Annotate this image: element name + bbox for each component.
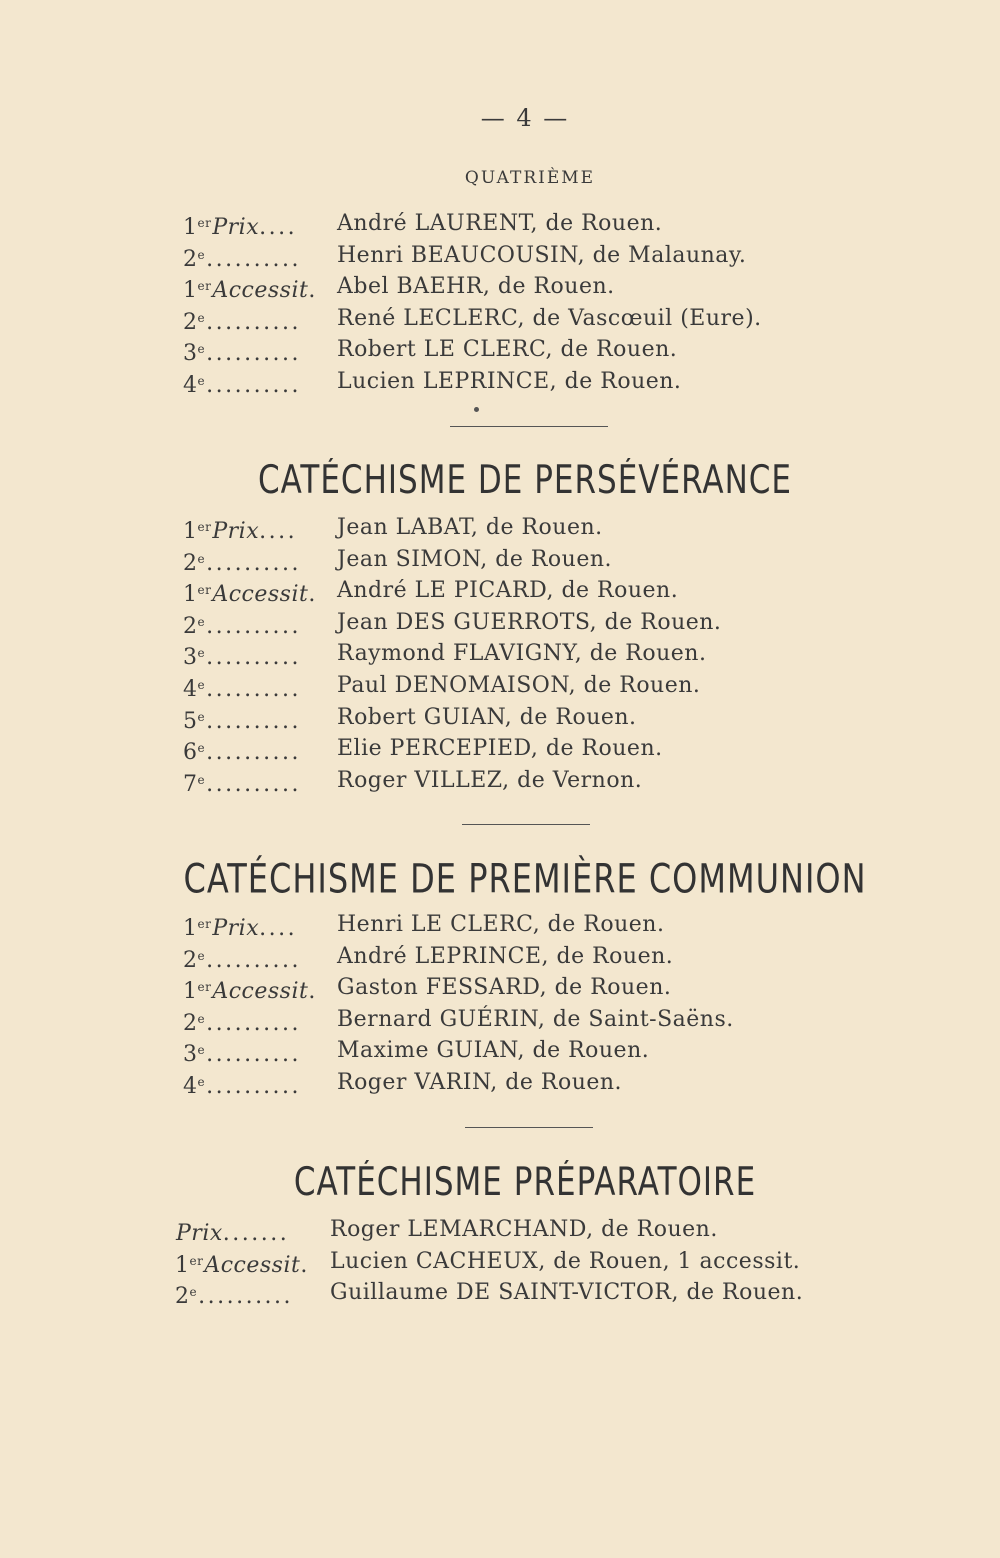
entry-rank — [183, 972, 333, 1008]
entry-name: Elie PERCEPIED, de Rouen. — [337, 736, 663, 762]
rank-number: 4 — [183, 372, 198, 398]
entry-name: Paul DENOMAISON, de Rouen. — [337, 672, 701, 698]
entry-rank — [183, 544, 333, 580]
rank-number: 2 — [183, 246, 198, 272]
entry-name: Raymond FLAVIGNY, de Rouen. — [337, 641, 707, 667]
entry-row — [0, 733, 1000, 765]
entry-name: Bernard GUÉRIN, de Saint-Saëns. — [337, 1006, 734, 1032]
entry-row — [0, 1035, 1000, 1067]
entry-row — [0, 702, 1000, 734]
rank-suffix: er — [197, 216, 212, 230]
entry-row — [0, 909, 1000, 941]
rank-label: Accessit — [212, 278, 309, 304]
entry-row — [0, 607, 1000, 639]
rank-number: 6 — [183, 740, 198, 766]
section-divider — [462, 824, 590, 825]
rank-suffix: e — [197, 948, 206, 963]
entry-rank — [183, 334, 333, 370]
entry-row — [0, 512, 1000, 544]
rank-number: 1 — [183, 916, 198, 941]
rank-label: Accessit — [204, 1252, 301, 1278]
entry-name: Henri LE CLERC, de Rouen. — [337, 912, 665, 937]
entry-row — [0, 366, 1000, 398]
leader-dots: . — [308, 582, 318, 608]
entry-name: Jean LABAT, de Rouen. — [337, 515, 603, 540]
rank-number: 1 — [183, 582, 198, 608]
entry-rank — [183, 941, 333, 977]
entry-name: Henri BEAUCOUSIN, de Malaunay. — [337, 242, 747, 268]
rank-suffix: e — [197, 646, 206, 661]
rank-suffix: e — [197, 614, 206, 629]
rank-number: 3 — [183, 645, 198, 671]
entry-name: Abel BAEHR, de Rouen. — [337, 274, 615, 300]
entry-name: Roger VILLEZ, de Vernon. — [337, 767, 643, 793]
rank-label: Prix — [212, 916, 260, 941]
leader-dots: .......... — [206, 246, 302, 272]
entry-rank — [183, 512, 333, 548]
leader-dots: .... — [259, 215, 298, 240]
rank-suffix: e — [197, 677, 206, 692]
entry-name: Jean DES GUERROTS, de Rouen. — [337, 609, 722, 635]
entry-rank — [183, 575, 333, 611]
leader-dots: .......... — [206, 372, 302, 398]
entry-row — [0, 303, 1000, 335]
rank-suffix: er — [197, 279, 212, 294]
rank-number: 1 — [183, 278, 198, 304]
entry-row — [0, 941, 1000, 973]
leader-dots: .......... — [198, 1284, 294, 1310]
entry-name: Roger LEMARCHAND, de Rouen. — [330, 1217, 718, 1242]
rank-number: 2 — [183, 613, 198, 639]
entry-row — [0, 334, 1000, 366]
entry-name: Lucien LEPRINCE, de Rouen. — [337, 368, 682, 394]
leader-dots: . — [300, 1252, 310, 1278]
entry-row — [0, 670, 1000, 702]
leader-dots: .......... — [206, 676, 302, 702]
entry-row — [0, 638, 1000, 670]
leader-dots: .......... — [206, 1010, 302, 1036]
entry-list-preparatoire — [0, 1214, 1000, 1309]
leader-dots: .......... — [206, 613, 302, 639]
entry-name: Jean SIMON, de Rouen. — [337, 546, 613, 572]
rank-number: 1 — [175, 1252, 190, 1278]
rank-suffix: e — [197, 310, 206, 325]
entry-rank — [183, 208, 333, 244]
leader-dots: .......... — [206, 309, 302, 335]
entry-rank — [183, 702, 333, 738]
rank-label: Prix — [176, 1221, 223, 1246]
leader-dots: .......... — [206, 550, 302, 576]
rank-number: 3 — [183, 1042, 198, 1068]
rank-number: 1 — [183, 215, 198, 240]
entry-rank — [183, 1035, 333, 1071]
rank-number: 1 — [183, 979, 198, 1005]
entry-name: André LEPRINCE, de Rouen. — [337, 943, 674, 969]
leader-dots: .......... — [206, 708, 302, 734]
entry-name: Maxime GUIAN, de Rouen. — [337, 1038, 650, 1064]
rank-suffix: er — [197, 520, 212, 534]
entry-rank — [175, 1246, 325, 1282]
entry-rank — [183, 765, 333, 801]
rank-suffix: e — [197, 1074, 206, 1089]
ornament-dot — [474, 407, 479, 412]
entry-name: Guillaume DE SAINT-VICTOR, de Rouen. — [330, 1280, 804, 1306]
rank-suffix: e — [197, 1043, 206, 1058]
entry-name: Robert GUIAN, de Rouen. — [337, 704, 637, 730]
entry-rank — [183, 240, 333, 276]
rank-label: Accessit — [212, 582, 309, 608]
rank-number: 4 — [183, 676, 198, 702]
entry-name: André LE PICARD, de Rouen. — [337, 578, 679, 604]
entry-rank — [183, 909, 333, 945]
section-title-preparatoire: CATÉCHISME PRÉPARATOIRE — [293, 1160, 757, 1205]
rank-suffix: e — [197, 709, 206, 724]
leader-dots: ....... — [222, 1221, 290, 1246]
rank-suffix: e — [197, 373, 206, 388]
rank-number: 2 — [183, 550, 198, 576]
rank-number: 5 — [183, 708, 198, 734]
rank-suffix: e — [197, 342, 206, 357]
entry-row — [0, 1246, 1000, 1278]
entry-rank — [175, 1214, 325, 1250]
leader-dots: .......... — [206, 1073, 302, 1099]
section-title-perseverance: CATÉCHISME DE PERSÉVÉRANCE — [257, 458, 793, 503]
rank-label: Prix — [212, 215, 260, 240]
rank-number: 4 — [183, 1073, 198, 1099]
entry-row — [0, 240, 1000, 272]
entry-row — [0, 1067, 1000, 1099]
leader-dots: .......... — [206, 771, 302, 797]
rank-number: 7 — [183, 771, 198, 797]
entry-name: Gaston FESSARD, de Rouen. — [337, 975, 672, 1001]
entry-row — [0, 544, 1000, 576]
leader-dots: . — [308, 979, 318, 1005]
entry-list-perseverance — [0, 512, 1000, 796]
entry-rank — [183, 303, 333, 339]
page-number: — 4 — — [480, 104, 570, 132]
rank-number: 1 — [183, 519, 198, 544]
leader-dots: .... — [259, 916, 298, 941]
entry-rank — [183, 271, 333, 307]
entry-list-quatrieme — [0, 208, 1000, 398]
entry-rank — [175, 1277, 325, 1313]
rank-suffix: e — [197, 247, 206, 262]
leader-dots: .......... — [206, 1042, 302, 1068]
entry-rank — [183, 670, 333, 706]
leader-dots: .... — [259, 519, 298, 544]
section-divider — [450, 426, 608, 427]
rank-suffix: er — [197, 583, 212, 598]
entry-name: André LAURENT, de Rouen. — [337, 211, 663, 236]
entry-name: Roger VARIN, de Rouen. — [337, 1069, 623, 1095]
entry-rank — [183, 1067, 333, 1103]
entry-row — [0, 1214, 1000, 1246]
rank-label: Accessit — [212, 979, 309, 1005]
rank-suffix: er — [197, 917, 212, 931]
leader-dots: .......... — [206, 947, 302, 973]
rank-number: 2 — [183, 309, 198, 335]
leader-dots: .......... — [206, 740, 302, 766]
entry-row — [0, 972, 1000, 1004]
leader-dots: .......... — [206, 645, 302, 671]
leader-dots: . — [308, 278, 318, 304]
rank-suffix: er — [189, 1253, 204, 1268]
entry-name: Lucien CACHEUX, de Rouen, 1 accessit. — [330, 1248, 801, 1274]
section-divider — [465, 1127, 593, 1128]
rank-suffix: e — [197, 741, 206, 756]
entry-list-premiere-communion — [0, 909, 1000, 1099]
entry-rank — [183, 366, 333, 402]
entry-rank — [183, 1004, 333, 1040]
rank-label: Prix — [212, 519, 260, 544]
rank-number: 3 — [183, 341, 198, 367]
rank-suffix: e — [197, 551, 206, 566]
entry-row — [0, 208, 1000, 240]
entry-row — [0, 575, 1000, 607]
leader-dots: .......... — [206, 341, 302, 367]
rank-number: 2 — [183, 947, 198, 973]
rank-suffix: e — [197, 772, 206, 787]
rank-suffix: e — [189, 1285, 198, 1300]
rank-number: 2 — [175, 1284, 190, 1310]
rank-suffix: er — [197, 980, 212, 995]
entry-row — [0, 1277, 1000, 1309]
entry-row — [0, 271, 1000, 303]
entry-name: Robert LE CLERC, de Rouen. — [337, 337, 678, 363]
rank-number: 2 — [183, 1010, 198, 1036]
entry-name: René LECLERC, de Vascœuil (Eure). — [337, 305, 762, 331]
entry-row — [0, 765, 1000, 797]
entry-rank — [183, 638, 333, 674]
section-title-premiere-communion: CATÉCHISME DE PREMIÈRE COMMUNION — [183, 855, 867, 903]
entry-row — [0, 1004, 1000, 1036]
entry-rank — [183, 733, 333, 769]
entry-rank — [183, 607, 333, 643]
section-title-quatrieme: QUATRIÈME — [464, 168, 596, 188]
rank-suffix: e — [197, 1011, 206, 1026]
